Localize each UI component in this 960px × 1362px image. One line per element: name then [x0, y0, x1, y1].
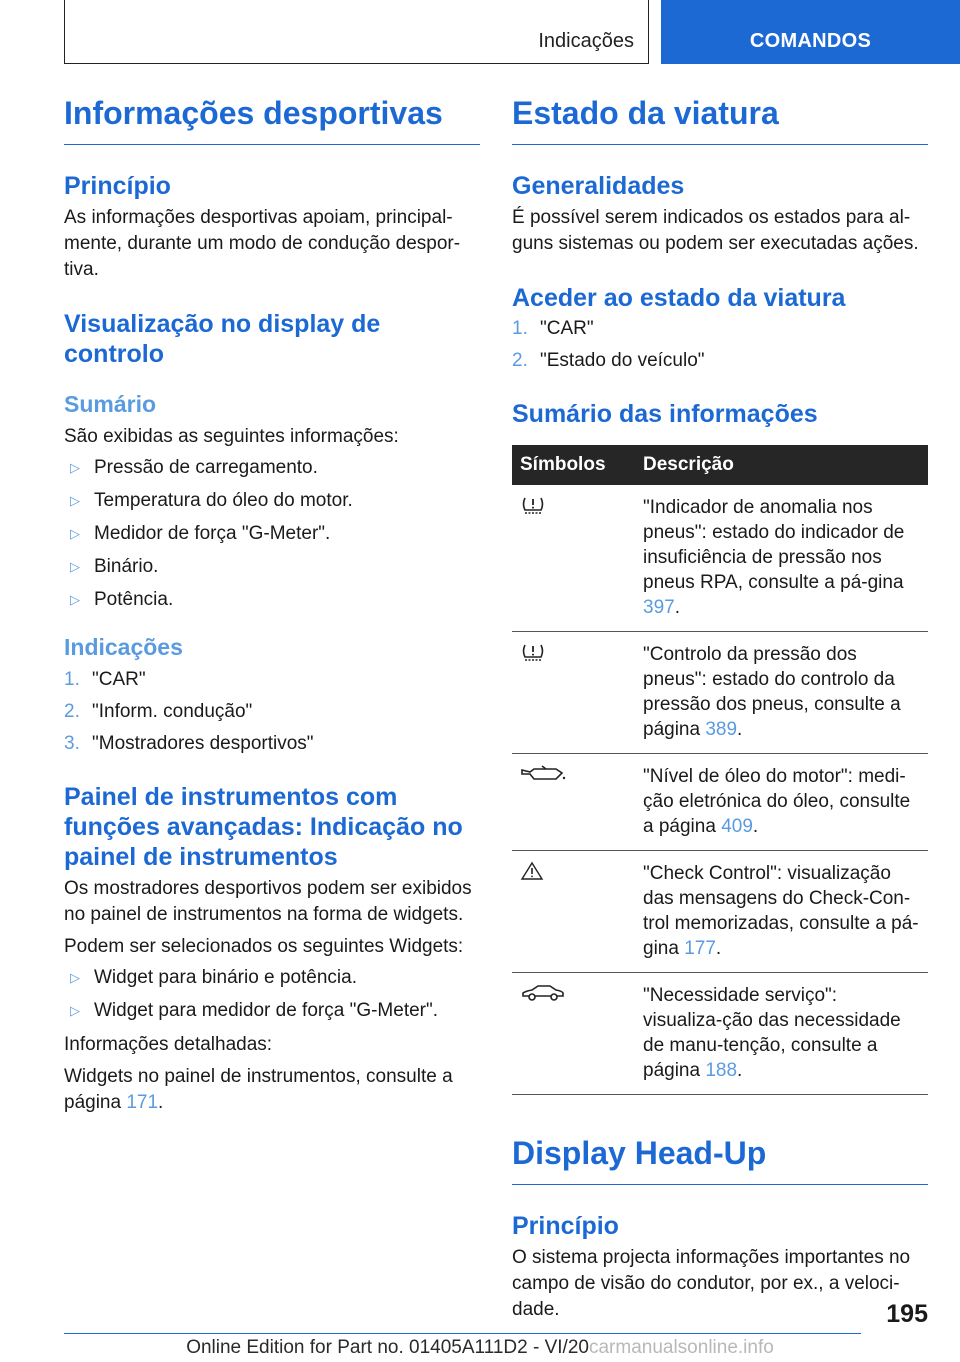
footer-edition: Online Edition for Part no. 01405A111D2 - VI/20carmanualsonline.info: [186, 1337, 774, 1358]
display-heading: Visualização no display de controlo: [64, 309, 381, 368]
panel-text: Os mostradores desportivos podem ser exibidos no painel de instrumentos na forma de widgets.: [64, 877, 472, 925]
list-item: 2. "Inform. condução": [64, 700, 253, 722]
list-item: 1. "CAR": [512, 317, 594, 339]
table-header-row: [512, 445, 928, 485]
status-table: [512, 445, 928, 1095]
indication-steps: [64, 668, 480, 756]
access-steps: [512, 317, 928, 373]
list-item: ▷ Binário.: [70, 556, 159, 578]
details-text: Widgets no painel de instrumentos, consulte a página 171.: [64, 1065, 453, 1113]
list-item: 3. "Mostradores desportivos": [64, 732, 314, 754]
warning-triangle-icon: [520, 861, 544, 881]
indications-heading: Indicações: [64, 634, 183, 661]
table-row: "Check Control": visualização das mensagens do Check-Con-trol memorizadas, consulte a pá-gina 177.: [512, 850, 928, 972]
list-item: ▷ Widget para binário e potência.: [70, 966, 357, 988]
page-link[interactable]: 397: [643, 596, 675, 618]
right-column: [512, 95, 928, 1329]
list-item: ▷ Pressão de carregamento.: [70, 457, 318, 479]
header-section-tab: [64, 0, 649, 64]
tire-pressure-warning-icon: [520, 495, 546, 515]
list-item: ▷ Medidor de força "G-Meter".: [70, 523, 331, 545]
access-heading: Aceder ao estado da viatura: [512, 283, 846, 312]
list-item: ▷ Potência.: [70, 589, 174, 611]
bullet-triangle-icon: ▷: [70, 493, 80, 509]
table-row: "Controlo da pressão dos pneus": estado do controlo da pressão dos pneus, consulte a página 389.: [512, 631, 928, 753]
page-link[interactable]: 409: [721, 815, 753, 837]
page-link[interactable]: 177: [684, 937, 716, 959]
header-chapter-tab: [661, 0, 960, 64]
principle-heading: Princípio: [64, 171, 171, 200]
summary-heading: Sumário: [64, 390, 157, 417]
chapter-label: COMANDOS: [749, 30, 872, 52]
page-link[interactable]: 171: [126, 1091, 159, 1113]
bullet-triangle-icon: ▷: [70, 526, 80, 542]
panel-text-2: Podem ser selecionados os seguintes Widgets:: [64, 935, 464, 957]
list-item: ▷ Widget para medidor de força "G-Meter".: [70, 999, 439, 1021]
list-item: ▷ Temperatura do óleo do motor.: [70, 490, 353, 512]
left-column: [64, 95, 480, 1122]
left-title: Informações desportivas: [64, 95, 480, 145]
page-number: 195: [886, 1300, 928, 1328]
page-link[interactable]: 188: [705, 1059, 738, 1081]
details-label: Informações detalhadas:: [64, 1033, 273, 1055]
footer-divider: [64, 1333, 861, 1334]
page-link[interactable]: 389: [705, 718, 738, 740]
widget-list: [64, 966, 480, 1023]
summary-list: [64, 456, 480, 612]
general-text: É possível serem indicados os estados para al-guns sistemas ou podem ser executadas ações.: [512, 206, 919, 254]
column-header-symbols: Símbolos: [512, 445, 635, 485]
hud-title: Display Head-Up: [512, 1135, 928, 1185]
list-item: 2. "Estado do veículo": [512, 349, 705, 371]
bullet-triangle-icon: ▷: [70, 559, 80, 575]
table-row: "Indicador de anomalia nos pneus": estado do indicador de insuficiência de pressão nos pneus RPA, consulte a pá-gina 397.: [512, 485, 928, 632]
oil-level-icon: [520, 764, 566, 784]
bullet-triangle-icon: ▷: [70, 969, 80, 985]
hud-principle-text: O sistema projecta informações importantes no campo de visão do condutor, por ex., a veloci-dade.: [512, 1246, 911, 1320]
bullet-triangle-icon: ▷: [70, 460, 80, 476]
bullet-triangle-icon: ▷: [70, 1002, 80, 1018]
bullet-triangle-icon: ▷: [70, 592, 80, 608]
section-label: Indicações: [538, 30, 634, 52]
service-car-icon: [520, 983, 566, 1003]
list-item: 1. "CAR": [64, 668, 146, 690]
column-header-description: Descrição: [635, 445, 928, 485]
right-title: Estado da viatura: [512, 95, 928, 145]
summary-intro: São exibidas as seguintes informações:: [64, 426, 399, 448]
general-heading: Generalidades: [512, 171, 685, 200]
tire-pressure-monitor-icon: [520, 642, 546, 662]
watermark: carmanualsonline.info: [588, 1337, 774, 1358]
table-row: "Nível de óleo do motor": medi-ção eletrónica do óleo, consulte a página 409.: [512, 753, 928, 850]
principle-text: As informações desportivas apoiam, principal-mente, durante um modo de condução despor-tiva.: [64, 206, 461, 280]
panel-heading: Painel de instrumentos com funções avançadas: Indicação no painel de instrumentos: [64, 782, 463, 871]
overview-heading: Sumário das informações: [512, 399, 818, 428]
hud-principle-heading: Princípio: [512, 1211, 619, 1240]
table-row: "Necessidade serviço": visualiza-ção das necessidade de manu-tenção, consulte a página 188.: [512, 972, 928, 1094]
